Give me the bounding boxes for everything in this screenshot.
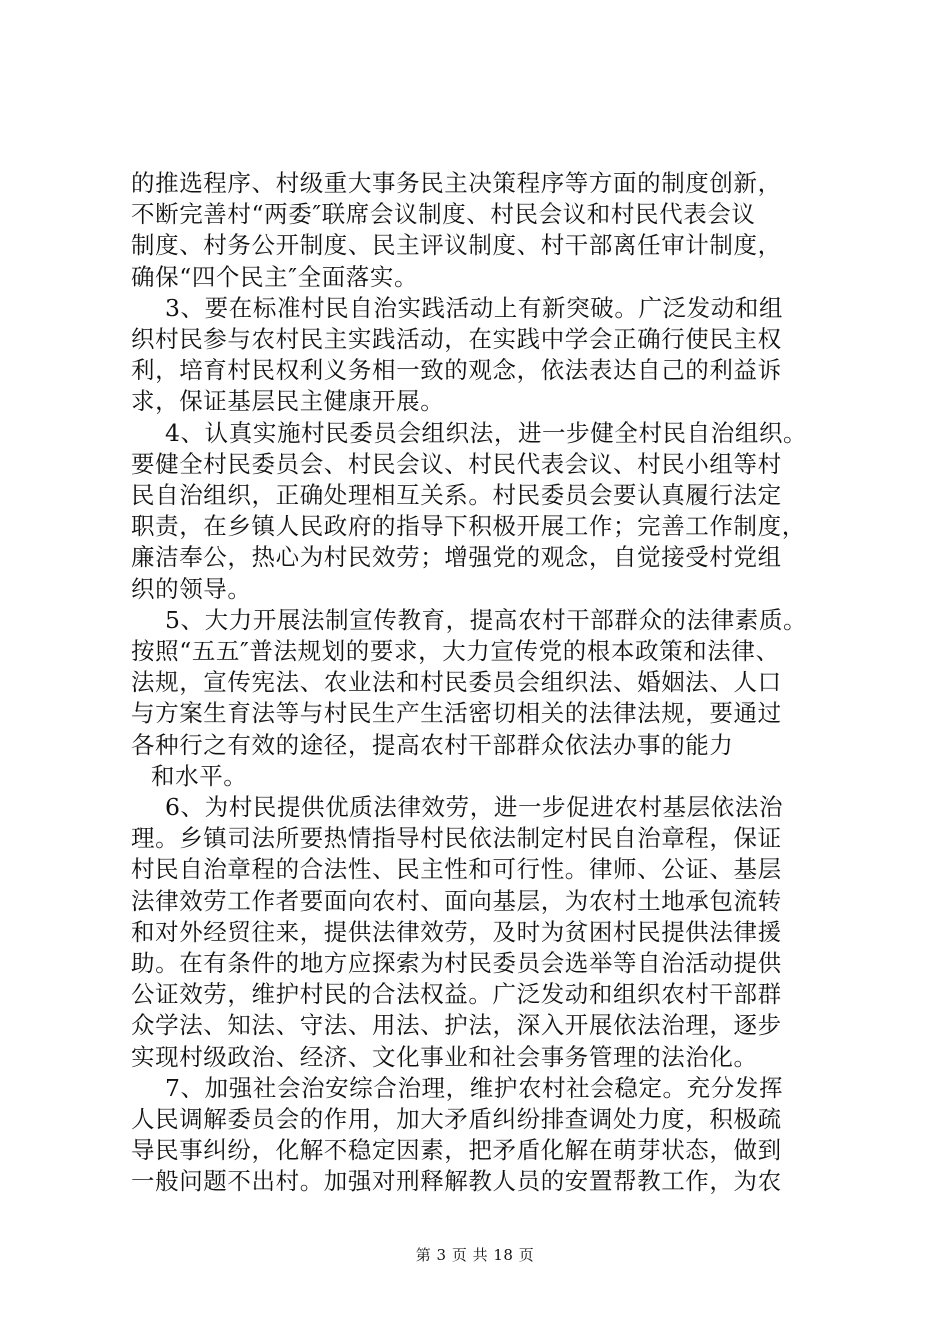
text-line: 众学法、知法、守法、用法、护法，深入开展依法治理，逐步 (131, 1011, 782, 1040)
text-line: 人民调解委员会的作用，加大矛盾纠纷排查调处力度，积极疏 (131, 1105, 782, 1133)
text-line: 要健全村民委员会、村民会议、村民代表会议、村民小组等村 (131, 449, 782, 478)
text-line: 织的领导。 (131, 574, 252, 603)
text-line: 利，培育村民权利义务相一致的观念，依法表达自己的利益诉 (131, 356, 782, 385)
page-footer: 第 3 页 共 18 页 (415, 1246, 535, 1264)
text-line: 7、加强社会治安综合治理，维护农村社会稳定。充分发挥 (165, 1073, 784, 1102)
text-line: 职责，在乡镇人民政府的指导下积极开展工作；完善工作制度， (131, 512, 806, 541)
text-line: 村民自治章程的合法性、民主性和可行性。律师、公证、基层 (131, 855, 782, 884)
text-line: 助。在有条件的地方应探索为村民委员会选举等自治活动提供 (131, 949, 782, 977)
text-line: 法规，宣传宪法、农业法和村民委员会组织法、婚姻法、人口 (131, 668, 782, 697)
text-line: 和对外经贸往来，提供法律效劳，及时为贫困村民提供法律援 (131, 917, 782, 946)
text-line: 4、认真实施村民委员会组织法，进一步健全村民自治组织。 (165, 418, 808, 447)
text-line: 不断完善村“两委″联席会议制度、村民会议和村民代表会议 (131, 200, 756, 229)
text-line: 导民事纠纷，化解不稳定因素，把矛盾化解在萌芽状态，做到 (131, 1136, 782, 1165)
text-line: 5、大力开展法制宣传教育，提高农村干部群众的法律素质。 (165, 605, 808, 634)
text-line: 公证效劳，维护村民的合法权益。广泛发动和组织农村干部群 (131, 980, 782, 1009)
text-line: 一般问题不出村。加强对刑释解教人员的安置帮教工作，为农 (131, 1167, 782, 1196)
text-line: 廉洁奉公，热心为村民效劳；增强党的观念，自觉接受村党组 (131, 543, 782, 572)
text-line: 各种行之有效的途径，提高农村干部群众依法办事的能力 (131, 730, 734, 759)
text-line: 3、要在标准村民自治实践活动上有新突破。广泛发动和组 (165, 293, 784, 322)
text-line: 求，保证基层民主健康开展。 (131, 387, 445, 416)
text-line: 确保“四个民主″全面落实。 (131, 262, 419, 291)
text-line: 理。乡镇司法所要热情指导村民依法制定村民自治章程，保证 (131, 824, 782, 853)
text-line: 制度、村务公开制度、民主评议制度、村干部离任审计制度， (131, 231, 782, 260)
text-line: 民自治组织，正确处理相互关系。村民委员会要认真履行法定 (131, 481, 782, 509)
text-line: 的推选程序、村级重大事务民主决策程序等方面的制度创新， (131, 169, 782, 197)
text-line: 实现村级政治、经济、文化事业和社会事务管理的法治化。 (131, 1042, 758, 1071)
text-line: 按照“五五″普法规划的要求，大力宣传党的根本政策和法律、 (131, 637, 780, 665)
text-line: 法律效劳工作者要面向农村、面向基层，为农村土地承包流转 (131, 886, 782, 915)
text-line: 6、为村民提供优质法律效劳，进一步促进农村基层依法治 (165, 793, 784, 821)
text-line: 和水平。 (151, 761, 248, 790)
text-line: 织村民参与农村民主实践活动，在实践中学会正确行使民主权 (131, 325, 782, 353)
text-line: 与方案生育法等与村民生产生活密切相关的法律法规，要通过 (131, 699, 782, 728)
